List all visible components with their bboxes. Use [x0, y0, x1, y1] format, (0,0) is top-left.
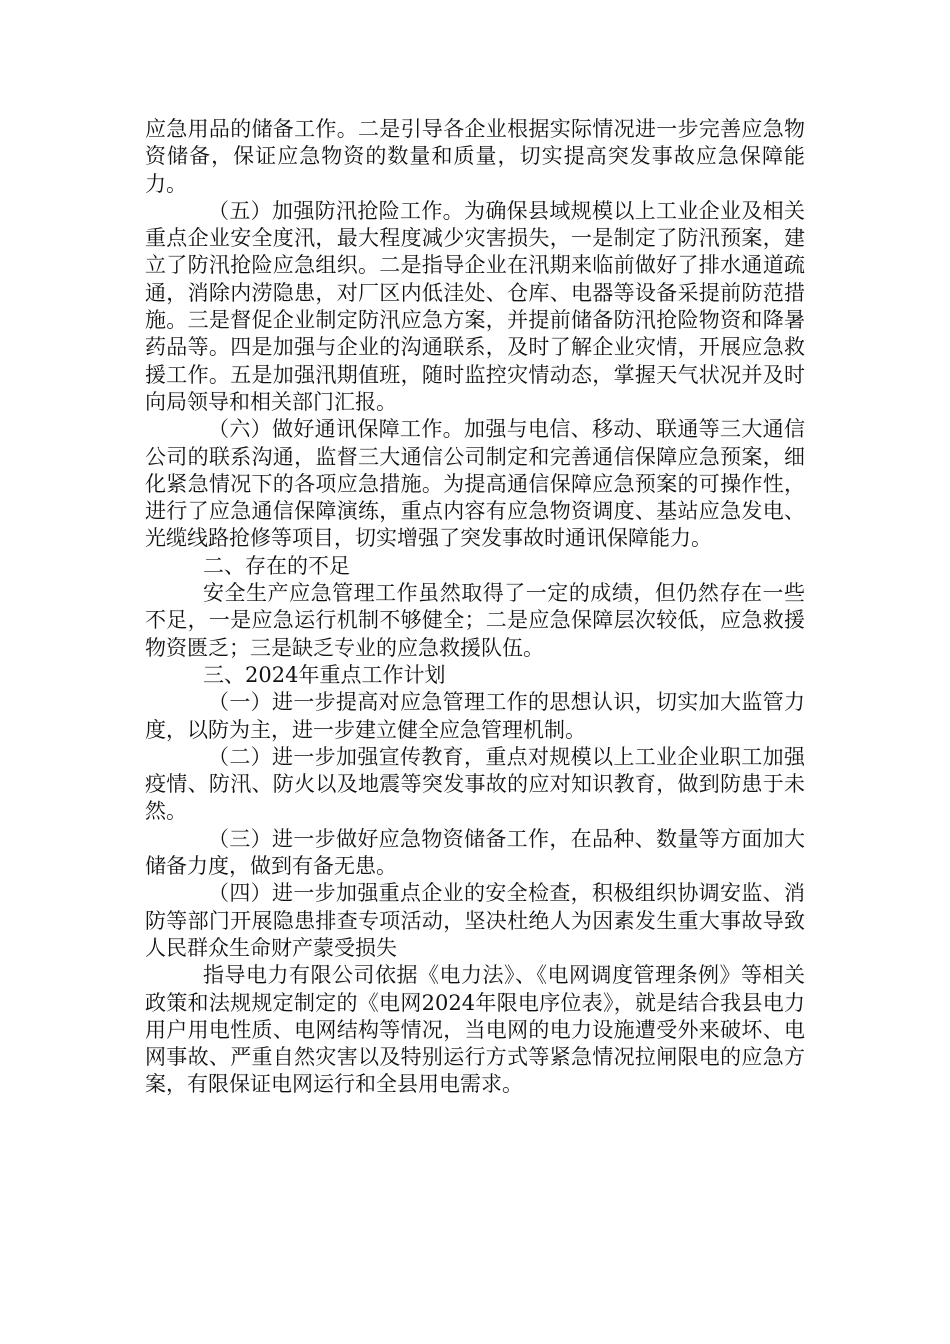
- paragraph-power-supply: 指导电力有限公司依据《电力法》、《电网调度管理条例》等相关政策和法规规定制定的《电网2024年限电序位表》，就是结合我县电力用户用电性质、电网结构等情况，当电网的电力设施遭受外来破坏、电网事故、严重自然灾害以及特别运行方式等紧急情况拉闸限电的应急方案，有限保证电网运行和全县用电需求。: [145, 963, 805, 1097]
- plan-item-3: （三）进一步做好应急物资储备工作，在品种、数量等方面加大储备力度，做到有备无患。: [145, 826, 805, 879]
- paragraph-shortcomings: 安全生产应急管理工作虽然取得了一定的成绩，但仍然存在一些不足，一是应急运行机制不够健全；二是应急保障层次较低，应急救援物资匮乏；三是缺乏专业的应急救援队伍。: [145, 581, 805, 660]
- plan-item-4: （四）进一步加强重点企业的安全检查，积极组织协调安监、消防等部门开展隐患排查专项活动，坚决杜绝人为因素发生重大事故导致人民群众生命财产蒙受损失: [145, 881, 805, 960]
- paragraph-reserve-continuation: 应急用品的储备工作。二是引导各企业根据实际情况进一步完善应急物资储备，保证应急物资的数量和质量，切实提高突发事故应急保障能力。: [145, 117, 805, 196]
- heading-work-plan: 三、2024年重点工作计划: [203, 662, 446, 687]
- heading-shortcomings: 二、存在的不足: [203, 553, 350, 578]
- paragraph-communication: （六）做好通讯保障工作。加强与电信、移动、联通等三大通信公司的联系沟通，监督三大通信公司制定和完善通信保障应急预案，细化紧急情况下的各项应急措施。为提高通信保障应急预案的可操作性，进行了应急通信保障演练，重点内容有应急物资调度、基站应急发电、光缆线路抢修等项目，切实增强了突发事故时通讯保障能力。: [145, 417, 805, 551]
- plan-item-2: （二）进一步加强宣传教育，重点对规模以上工业企业职工加强疫情、防汛、防火以及地震等突发事故的应对知识教育，做到防患于未然。: [145, 744, 805, 824]
- document-page: [145, 116, 805, 1099]
- plan-item-1: （一）进一步提高对应急管理工作的思想认识，切实加大监管力度，以防为主，进一步建立健全应急管理机制。: [145, 690, 805, 742]
- paragraph-flood-control: （五）加强防汛抢险工作。为确保县域规模以上工业企业及相关重点企业安全度汛，最大程度减少灾害损失，一是制定了防汛预案，建立了防汛抢险应急组织。二是指导企业在汛期来临前做好了排水通道疏通，消除内涝隐患，对厂区内低洼处、仓库、电器等设备采提前防范措施。三是督促企业制定防汛应急方案，并提前储备防汛抢险物资和降暑药品等。四是加强与企业的沟通联系，及时了解企业灾情，开展应急救援工作。五是加强汛期值班，随时监控灾情动态，掌握天气状况并及时向局领导和相关部门汇报。: [145, 198, 805, 414]
